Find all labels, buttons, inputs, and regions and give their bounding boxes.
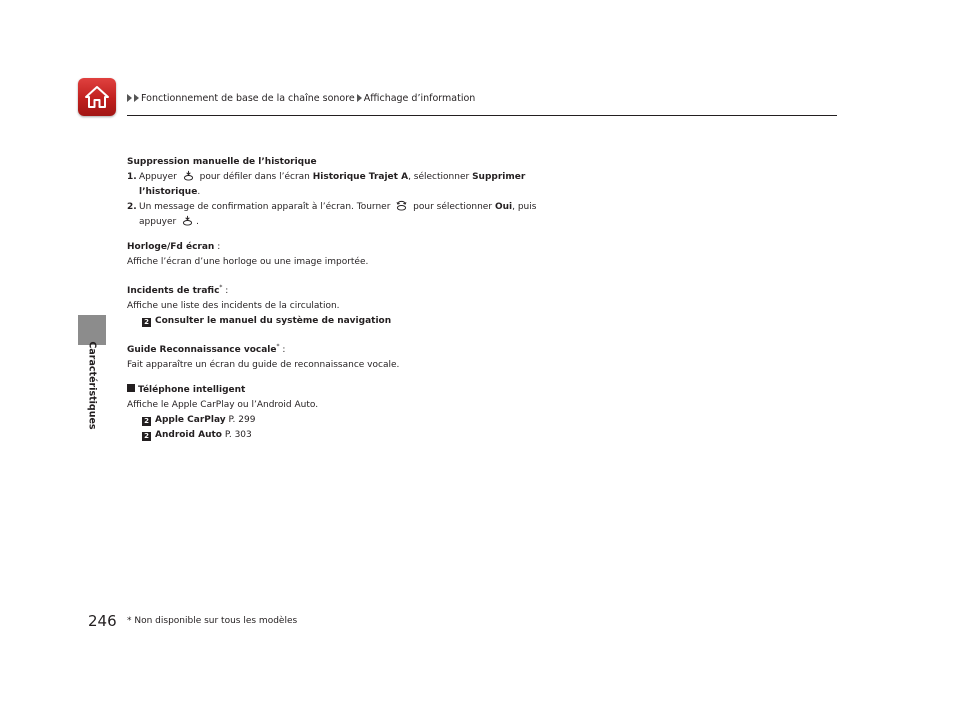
history-step-2-cont: appuyer . — [139, 217, 199, 227]
breadcrumb-item[interactable]: Affichage d’information — [363, 93, 476, 104]
apple-carplay-ref[interactable]: 2 Apple CarPlay P. 299 — [127, 413, 567, 428]
selector-knob-press-icon — [183, 170, 194, 181]
selector-knob-press-icon — [182, 215, 193, 226]
section-square-icon — [127, 384, 135, 392]
clock-desc: Affiche l’écran d’une horloge ou une image importée. — [127, 257, 369, 267]
clock-heading: Horloge/Fd écran : — [127, 242, 221, 252]
traffic-ref[interactable]: 2 Consulter le manuel du système de navigation — [127, 314, 567, 329]
sidebar-label: Caractéristiques — [86, 340, 98, 430]
breadcrumb-arrow-icon — [134, 94, 139, 102]
voice-desc: Fait apparaître un écran du guide de reconnaissance vocale. — [127, 360, 400, 370]
history-step-1-cont: l’historique. — [139, 187, 201, 197]
sidebar-tab[interactable] — [78, 340, 106, 430]
android-auto-ref[interactable]: 2 Android Auto P. 303 — [127, 428, 567, 443]
phone-desc: Affiche le Apple CarPlay ou l’Android Auto. — [127, 400, 319, 410]
history-step-2: 2. Un message de confirmation apparaît à l’écran. Tourner pour sélectionner Oui, puis — [127, 202, 537, 212]
phone-heading: Téléphone intelligent — [127, 383, 567, 398]
breadcrumb-arrow-icon — [357, 94, 362, 102]
home-button[interactable] — [78, 78, 116, 116]
breadcrumb — [127, 93, 475, 104]
reference-arrow-icon: 2 — [142, 432, 151, 441]
home-icon — [84, 84, 110, 110]
selector-knob-rotate-icon — [396, 200, 407, 211]
header-rule — [127, 115, 837, 116]
footnote: * Non disponible sur tous les modèles — [127, 616, 298, 626]
traffic-heading: Incidents de trafic* : — [127, 284, 229, 296]
content — [127, 155, 567, 443]
history-heading: Suppression manuelle de l’historique — [127, 157, 317, 167]
breadcrumb-item[interactable]: Fonctionnement de base de la chaîne sonore — [141, 93, 355, 104]
reference-arrow-icon: 2 — [142, 417, 151, 426]
traffic-desc: Affiche une liste des incidents de la circulation. — [127, 301, 340, 311]
voice-heading: Guide Reconnaissance vocale* : — [127, 343, 286, 355]
reference-arrow-icon: 2 — [142, 318, 151, 327]
history-step-1: 1. Appuyer pour défiler dans l’écran Historique Trajet A, sélectionner Supprimer — [127, 172, 526, 182]
breadcrumb-arrow-icon — [127, 94, 132, 102]
page-number: 246 — [88, 612, 117, 630]
